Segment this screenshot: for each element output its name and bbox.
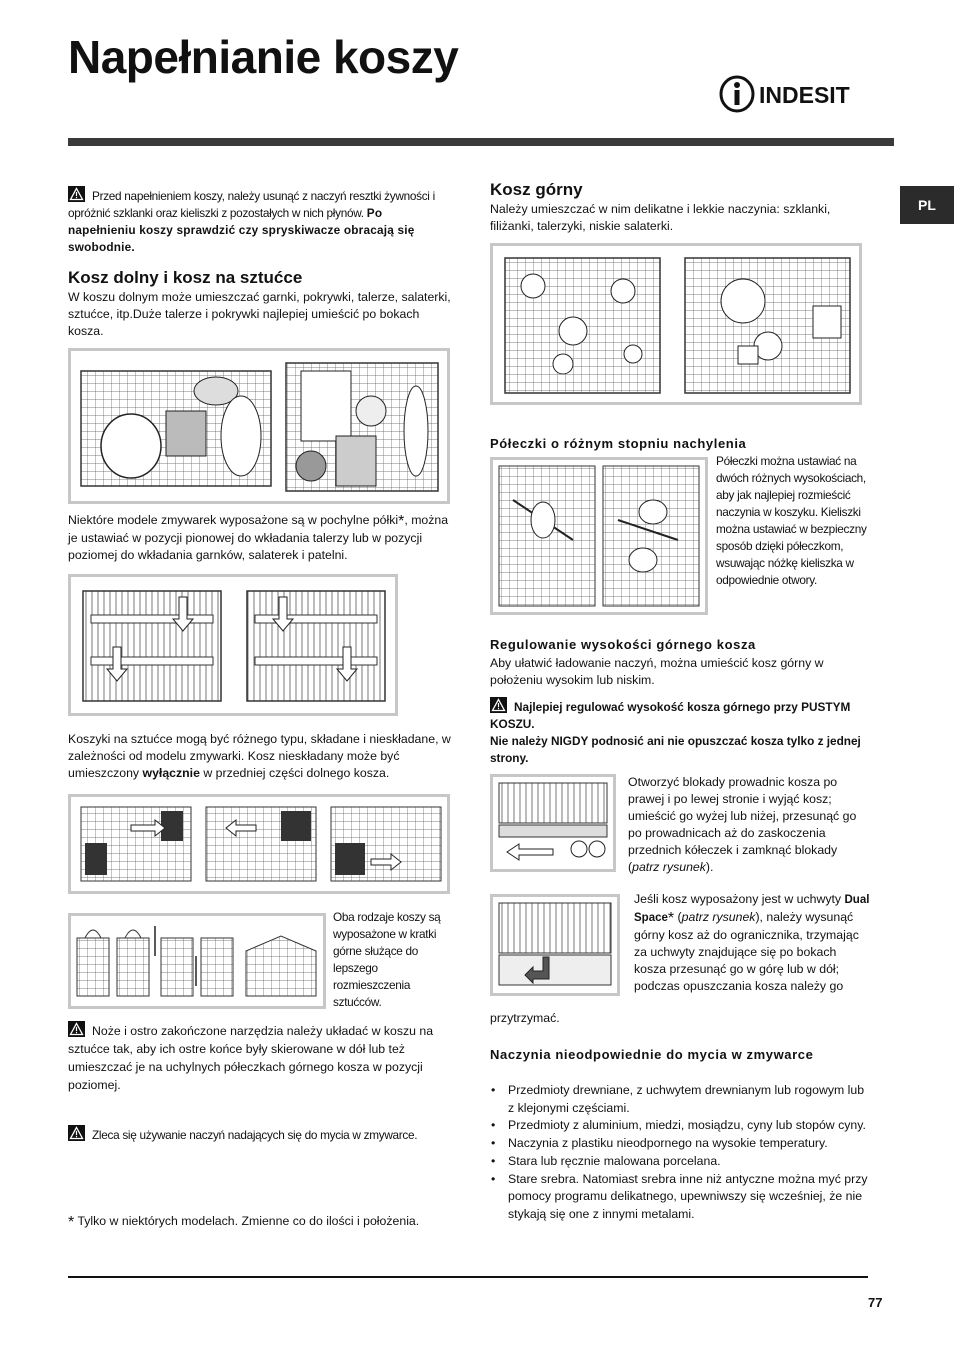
- cutlery-grids-figure: [68, 913, 326, 1009]
- indesit-logo: [718, 74, 870, 114]
- brand-wordmark: INDESIT: [759, 82, 850, 108]
- list-item: • Naczynia z plastiku nieodpornego na wysokie temperatury.: [490, 1135, 870, 1153]
- warning-icon: [68, 1125, 85, 1141]
- lower-basket-intro: W koszu dolnym może umieszczać garnki, pokrywki, talerze, salaterki, sztućce, itp.Duże talerze i pokrywki najlepiej umieścić po bokach kosza.: [68, 290, 451, 338]
- cup-shelves-figure: [490, 457, 708, 615]
- list-item: • Przedmioty drewniane, z uchwytem drewnianym lub rogowym lub z klejonymi częściami.: [490, 1082, 870, 1117]
- shelves-text: Półeczki można ustawiać na dwóch różnych wysokościach, aby jak najlepiej rozmieścić naczynia w koszyku. Kieliszki można ustawiać w bezpieczny sposób dzięki półeczkom, wsuwając nóżkę kieliszka w odpowiednie otwory.: [716, 454, 867, 587]
- sharp-knives-warning: Noże i ostro zakończone narzędzia należy układać w koszu na sztućce tak, aby ich ostre końce były skierowane w dół lub też umieszczać je na uchylnych półeczkach górnego kosza w pozycji poziomej.: [68, 1021, 454, 1094]
- tilting-shelves-figure: [68, 574, 398, 716]
- warning-icon: [490, 697, 507, 713]
- warning-icon: [68, 1021, 85, 1037]
- cutlery-basket-text: Koszyki na sztućce mogą być różnego typu, składane i nieskładane, w zależności od modelu zmywarki. Kosz nieskładany może być umieszczony wyłącznie w przedniej części dolnego kosza.: [68, 732, 451, 780]
- height-adjust-warning: Najlepiej regulować wysokość kosza górnego przy PUSTYM KOSZU. Nie należy NIGDY podnosić ani nie opuszczać kosza tylko z jednej strony.: [490, 697, 868, 767]
- dual-space-text-tail: przytrzymać.: [490, 1011, 560, 1025]
- language-tab: PL: [900, 186, 954, 224]
- height-adjust-heading: Regulowanie wysokości górnego kosza: [490, 637, 756, 652]
- shelves-heading: Półeczki o różnym stopniu nachylenia: [490, 436, 747, 451]
- header-rule: [68, 138, 894, 146]
- dishwasher-safe-warning: Zleca się używanie naczyń nadających się do mycia w zmywarce.: [68, 1125, 454, 1144]
- list-item: • Przedmioty z aluminium, miedzi, mosiądzu, cyny lub stopów cyny.: [490, 1117, 870, 1135]
- cutlery-basket-positions-figure: [68, 794, 450, 894]
- dual-space-text: Jeśli kosz wyposażony jest w uchwyty Dual Space* (patrz rysunek), należy wysunąć górny kosz aż do ogranicznika, trzymając za uchwyty znajdujące się po bokach kosza przesunąć go w górę lub w dół; podczas opuszczania kosza należy go: [634, 892, 870, 993]
- footnote: * Tylko w niektórych modelach. Zmienne co do ilości i położenia.: [68, 1214, 420, 1231]
- height-adjust-text: Aby ułatwić ładowanie naczyń, można umieścić kosz górny w położeniu wysokim lub niskim.: [490, 656, 824, 687]
- basket-rail-figure: [490, 774, 616, 872]
- section-heading-upper-basket: Kosz górny: [490, 180, 583, 199]
- list-item: • Stare srebra. Natomiast srebra inne niż antyczne można myć przy pomocy programu delikatnego, upewniwszy się wcześniej, że nie stykają się one z innymi metalami.: [490, 1171, 870, 1224]
- list-item: • Stara lub ręcznie malowana porcelana.: [490, 1153, 870, 1171]
- page-number: 77: [868, 1295, 883, 1310]
- cutlery-grids-text: Oba rodzaje koszy są wyposażone w kratki górne służące do lepszego rozmieszczenia sztućców.: [333, 910, 441, 1009]
- dual-space-figure: [490, 894, 620, 996]
- lower-basket-figure: [68, 348, 450, 504]
- warning-bold-text: Po napełnieniu koszy sprawdzić czy spryskiwacze obracają się swobodnie.: [68, 206, 415, 254]
- upper-basket-figure: [490, 243, 862, 405]
- footnote-star: *: [398, 513, 405, 530]
- warning-icon: [68, 186, 85, 202]
- unsuitable-list: [490, 1082, 870, 1224]
- warning-block-before-loading: [68, 186, 452, 256]
- footer-rule: [68, 1276, 868, 1278]
- footnote-star: *: [68, 1214, 75, 1231]
- remove-basket-text: Otworzyć blokady prowadnic kosza po prawej i po lewej stronie i wyjąć kosz; umieścić go wyżej lub niżej, przesunąć go po prowadnicach aż do zaskoczenia przednich kółeczek i zamknąć blokady (patrz rysunek).: [628, 775, 857, 874]
- warning-text: Przed napełnieniem koszy, należy usunąć z naczyń resztki żywności i opróżnić szklanki oraz kieliszki z pozostałych w nich płynów.: [68, 189, 435, 220]
- upper-basket-intro: Należy umieszczać w nim delikatne i lekkie naczynia: szklanki, filiżanki, talerzyki, niskie salaterki.: [490, 202, 831, 233]
- page-title: Napełnianie koszy: [68, 31, 459, 83]
- unsuitable-heading: Naczynia nieodpowiednie do mycia w zmywarce: [490, 1047, 814, 1062]
- tilting-shelves-text: Niektóre modele zmywarek wyposażone są w pochylne półki*, można je ustawiać w pozycji pionowej do wkładania talerzy lub w pozycji poziomej do wkładania garnków, salaterek i patelni.: [68, 513, 449, 562]
- section-heading-lower-basket: Kosz dolny i kosz na sztućce: [68, 268, 303, 287]
